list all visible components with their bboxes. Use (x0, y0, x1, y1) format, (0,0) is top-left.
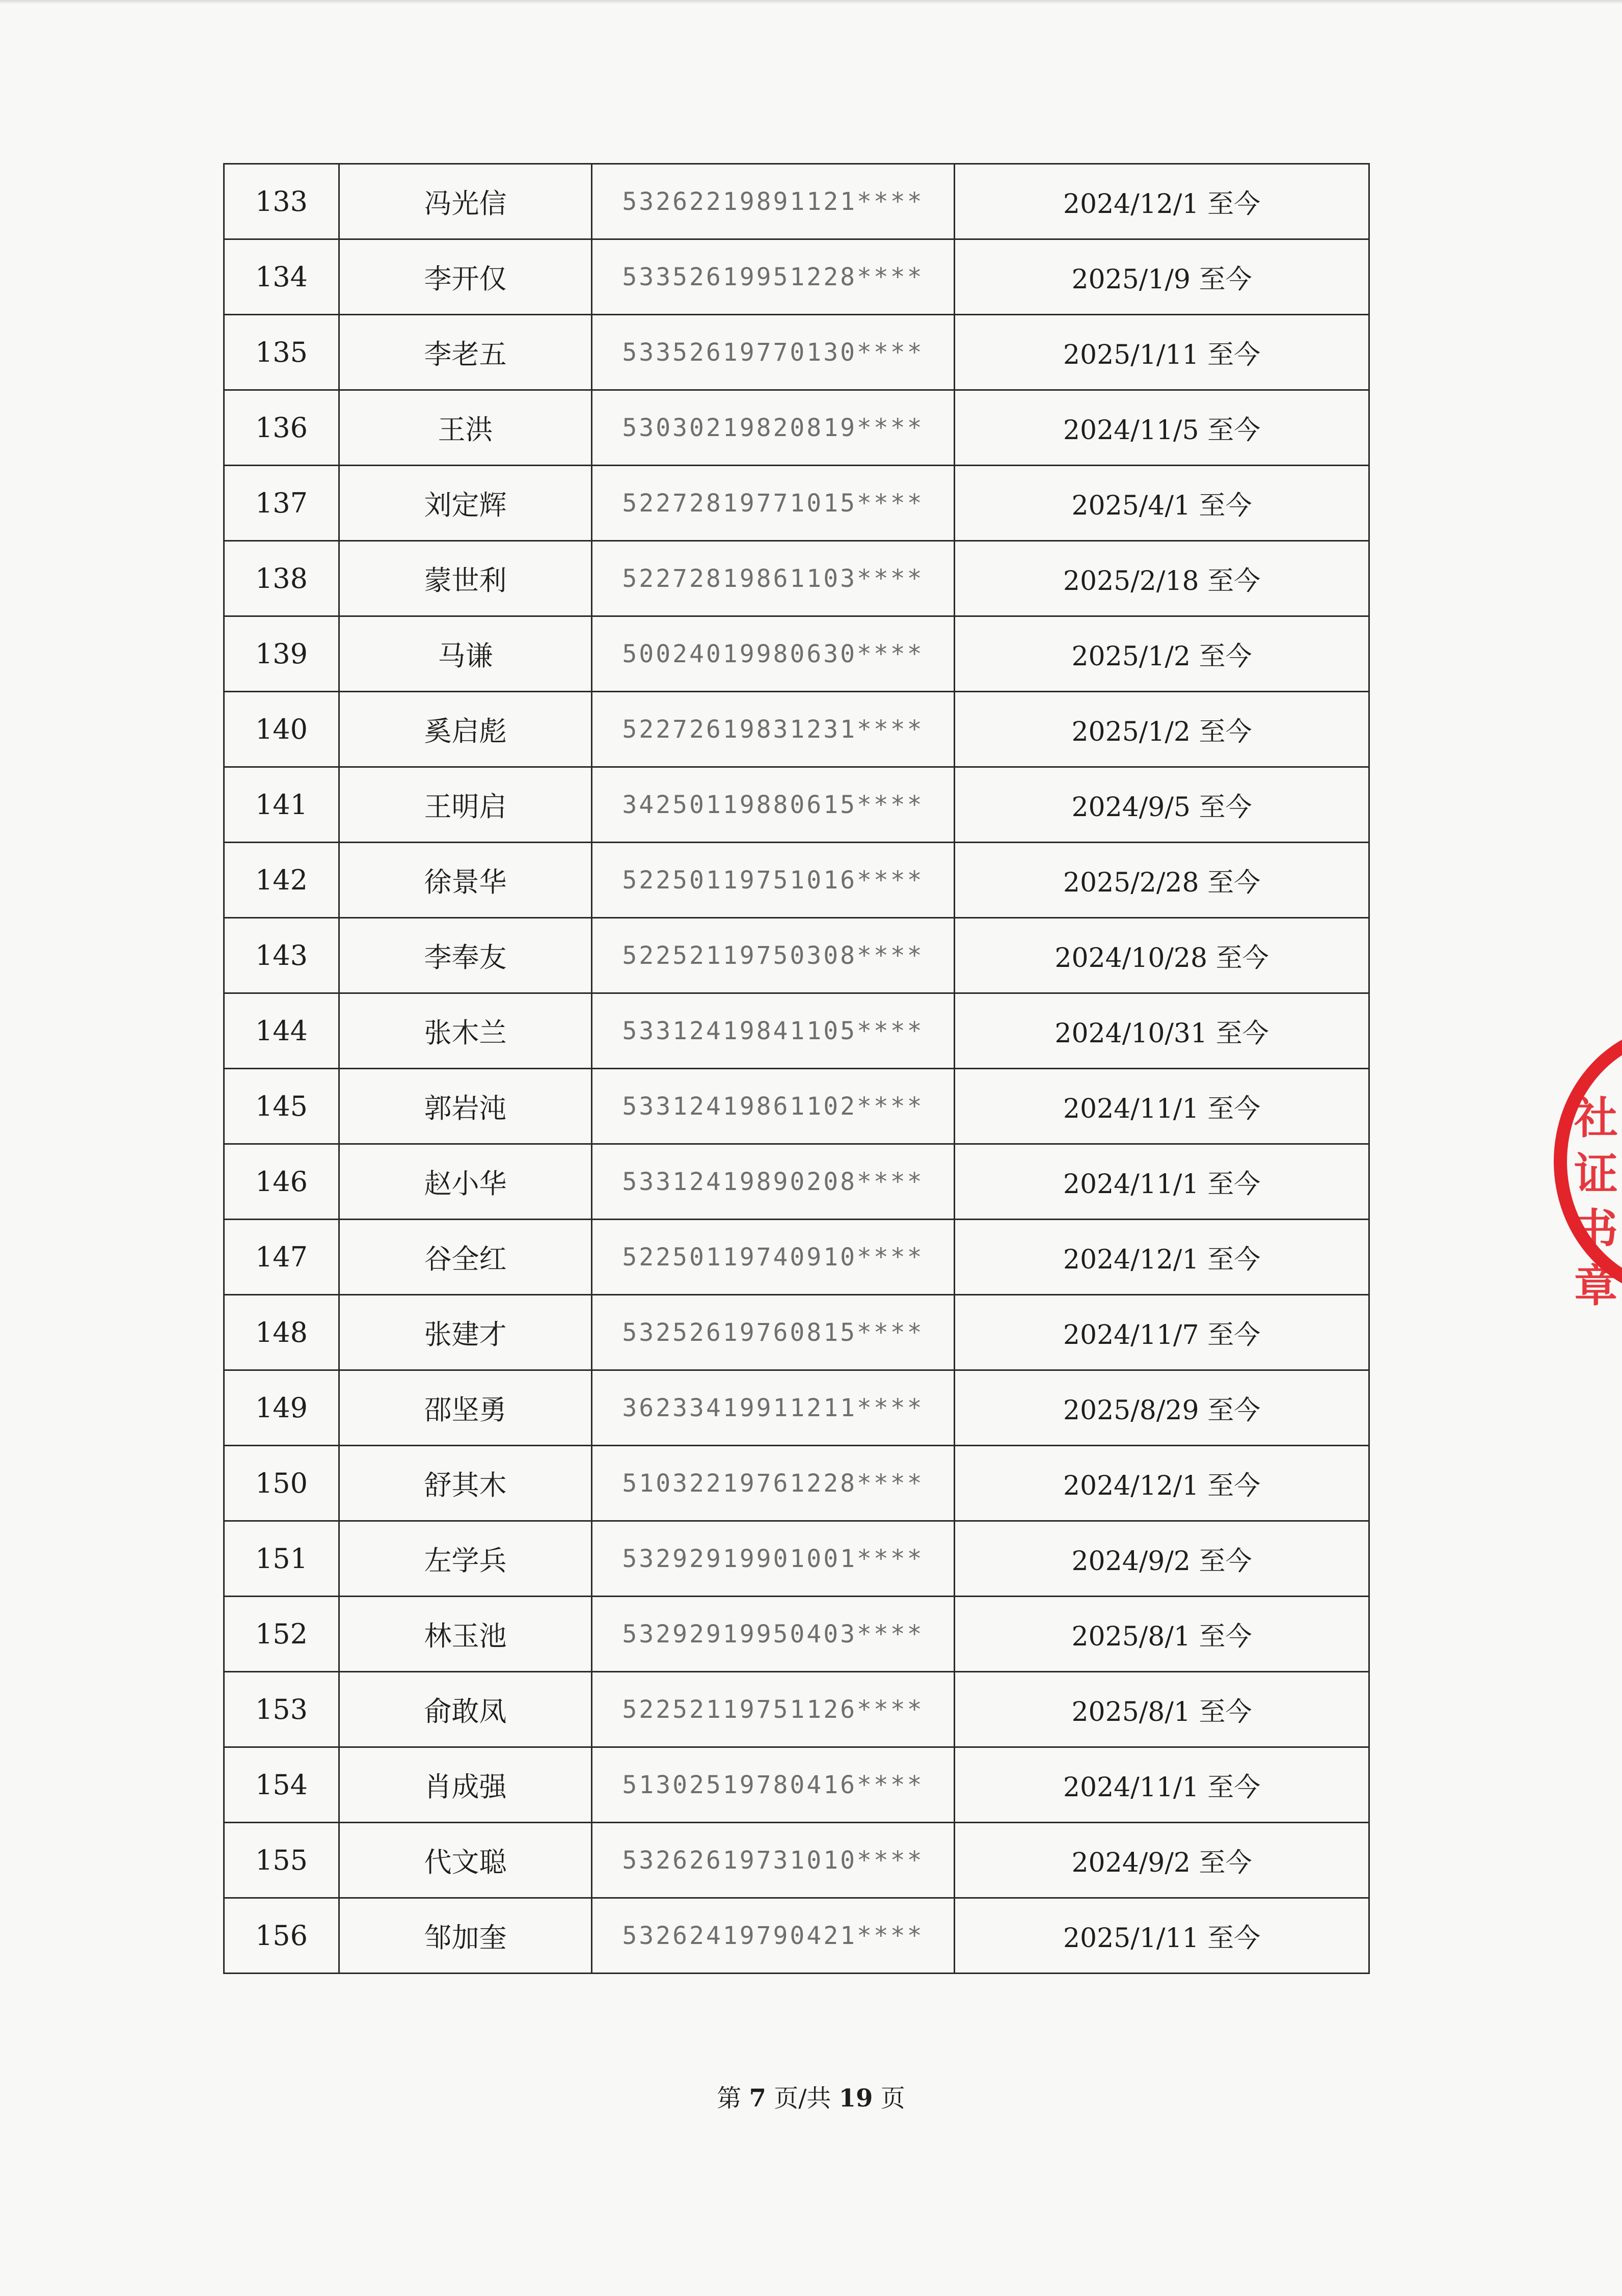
footer-suffix: 页 (880, 2084, 905, 2113)
row-number-cell: 150 (224, 1446, 339, 1521)
row-number-cell: 139 (224, 616, 339, 692)
table-row (224, 390, 1369, 466)
row-name-cell: 奚启彪 (339, 692, 592, 767)
row-date-cell: 2024/11/1 至今 (955, 1747, 1369, 1823)
row-number-cell: 143 (224, 918, 339, 993)
row-date-cell: 2024/10/31 至今 (955, 993, 1369, 1069)
row-name-cell: 邹加奎 (339, 1898, 592, 1974)
page-footer (0, 2078, 1622, 2114)
table-row (224, 164, 1369, 239)
footer-middle: 页/共 (774, 2084, 831, 2113)
row-id-cell: 53312419861102**** (592, 1069, 955, 1144)
row-date-cell: 2024/11/1 至今 (955, 1069, 1369, 1144)
footer-page-number: 7 (749, 2084, 766, 2113)
row-number-cell: 156 (224, 1898, 339, 1974)
row-id-cell: 53352619770130**** (592, 315, 955, 390)
table-row (224, 692, 1369, 767)
row-name-cell: 冯光信 (339, 164, 592, 239)
row-number-cell: 148 (224, 1295, 339, 1370)
row-id-cell: 53312419890208**** (592, 1144, 955, 1220)
row-date-cell: 2024/10/28 至今 (955, 918, 1369, 993)
row-id-cell: 53030219820819**** (592, 390, 955, 466)
row-id-cell: 52252119750308**** (592, 918, 955, 993)
table-row (224, 1370, 1369, 1446)
row-number-cell: 137 (224, 466, 339, 541)
row-name-cell: 李老五 (339, 315, 592, 390)
table-row (224, 1898, 1369, 1974)
row-id-cell: 52252119751126**** (592, 1672, 955, 1747)
row-date-cell: 2024/9/2 至今 (955, 1823, 1369, 1898)
row-date-cell: 2025/1/9 至今 (955, 239, 1369, 315)
row-number-cell: 145 (224, 1069, 339, 1144)
row-name-cell: 邵坚勇 (339, 1370, 592, 1446)
row-name-cell: 王洪 (339, 390, 592, 466)
row-number-cell: 155 (224, 1823, 339, 1898)
row-name-cell: 代文聪 (339, 1823, 592, 1898)
row-id-cell: 52272619831231**** (592, 692, 955, 767)
row-id-cell: 53352619951228**** (592, 239, 955, 315)
row-date-cell: 2024/11/7 至今 (955, 1295, 1369, 1370)
row-date-cell: 2025/1/2 至今 (955, 692, 1369, 767)
table-row (224, 993, 1369, 1069)
row-name-cell: 俞敢凤 (339, 1672, 592, 1747)
table-row (224, 918, 1369, 993)
row-number-cell: 147 (224, 1220, 339, 1295)
row-number-cell: 153 (224, 1672, 339, 1747)
row-number-cell: 149 (224, 1370, 339, 1446)
row-number-cell: 151 (224, 1521, 339, 1597)
row-name-cell: 张木兰 (339, 993, 592, 1069)
row-name-cell: 蒙世利 (339, 541, 592, 616)
row-id-cell: 53262419790421**** (592, 1898, 955, 1974)
row-name-cell: 赵小华 (339, 1144, 592, 1220)
row-name-cell: 谷全红 (339, 1220, 592, 1295)
row-name-cell: 左学兵 (339, 1521, 592, 1597)
table-row (224, 239, 1369, 315)
row-name-cell: 张建才 (339, 1295, 592, 1370)
row-id-cell: 50024019980630**** (592, 616, 955, 692)
row-id-cell: 53252619760815**** (592, 1295, 955, 1370)
row-date-cell: 2025/1/2 至今 (955, 616, 1369, 692)
row-name-cell: 王明启 (339, 767, 592, 843)
table-row (224, 1747, 1369, 1823)
row-number-cell: 134 (224, 239, 339, 315)
row-number-cell: 146 (224, 1144, 339, 1220)
row-number-cell: 154 (224, 1747, 339, 1823)
row-date-cell: 2025/1/11 至今 (955, 1898, 1369, 1974)
table-row (224, 541, 1369, 616)
table-row (224, 767, 1369, 843)
row-id-cell: 36233419911211**** (592, 1370, 955, 1446)
row-name-cell: 李开仅 (339, 239, 592, 315)
row-number-cell: 152 (224, 1597, 339, 1672)
row-id-cell: 53262619731010**** (592, 1823, 955, 1898)
table-row (224, 1446, 1369, 1521)
row-id-cell: 51302519780416**** (592, 1747, 955, 1823)
row-number-cell: 138 (224, 541, 339, 616)
table-row (224, 1597, 1369, 1672)
row-date-cell: 2024/12/1 至今 (955, 1220, 1369, 1295)
row-date-cell: 2024/11/1 至今 (955, 1144, 1369, 1220)
row-id-cell: 34250119880615**** (592, 767, 955, 843)
row-date-cell: 2025/8/1 至今 (955, 1672, 1369, 1747)
table-row (224, 1521, 1369, 1597)
page-edge (0, 0, 1622, 4)
row-date-cell: 2025/2/18 至今 (955, 541, 1369, 616)
row-date-cell: 2025/4/1 至今 (955, 466, 1369, 541)
row-date-cell: 2025/8/29 至今 (955, 1370, 1369, 1446)
row-date-cell: 2024/9/2 至今 (955, 1521, 1369, 1597)
table-body (224, 164, 1369, 1974)
footer-prefix: 第 (717, 2084, 742, 2113)
row-id-cell: 52272819771015**** (592, 466, 955, 541)
row-name-cell: 马谦 (339, 616, 592, 692)
table-row (224, 1144, 1369, 1220)
table-row (224, 315, 1369, 390)
row-id-cell: 52250119740910**** (592, 1220, 955, 1295)
row-number-cell: 144 (224, 993, 339, 1069)
table-row (224, 616, 1369, 692)
table-row (224, 1823, 1369, 1898)
row-name-cell: 徐景华 (339, 843, 592, 918)
row-name-cell: 郭岩沌 (339, 1069, 592, 1144)
row-name-cell: 李奉友 (339, 918, 592, 993)
row-number-cell: 135 (224, 315, 339, 390)
row-id-cell: 53262219891121**** (592, 164, 955, 239)
row-date-cell: 2025/1/11 至今 (955, 315, 1369, 390)
row-date-cell: 2024/12/1 至今 (955, 1446, 1369, 1521)
row-name-cell: 林玉池 (339, 1597, 592, 1672)
footer-total-pages: 19 (839, 2084, 873, 2113)
row-id-cell: 53292919901001**** (592, 1521, 955, 1597)
row-number-cell: 141 (224, 767, 339, 843)
row-name-cell: 刘定辉 (339, 466, 592, 541)
row-number-cell: 136 (224, 390, 339, 466)
row-id-cell: 53312419841105**** (592, 993, 955, 1069)
row-name-cell: 舒其木 (339, 1446, 592, 1521)
row-name-cell: 肖成强 (339, 1747, 592, 1823)
row-id-cell: 51032219761228**** (592, 1446, 955, 1521)
table-row (224, 1295, 1369, 1370)
row-number-cell: 142 (224, 843, 339, 918)
row-date-cell: 2024/11/5 至今 (955, 390, 1369, 466)
row-date-cell: 2024/9/5 至今 (955, 767, 1369, 843)
row-number-cell: 140 (224, 692, 339, 767)
personnel-table (223, 163, 1370, 1974)
row-id-cell: 52250119751016**** (592, 843, 955, 918)
row-number-cell: 133 (224, 164, 339, 239)
row-date-cell: 2024/12/1 至今 (955, 164, 1369, 239)
row-date-cell: 2025/8/1 至今 (955, 1597, 1369, 1672)
table-row (224, 1672, 1369, 1747)
official-seal-text: 社证书章 (1574, 1093, 1618, 1312)
table-row (224, 843, 1369, 918)
table-row (224, 1069, 1369, 1144)
table-row (224, 1220, 1369, 1295)
row-id-cell: 53292919950403**** (592, 1597, 955, 1672)
table-row (224, 466, 1369, 541)
row-id-cell: 52272819861103**** (592, 541, 955, 616)
row-date-cell: 2025/2/28 至今 (955, 843, 1369, 918)
